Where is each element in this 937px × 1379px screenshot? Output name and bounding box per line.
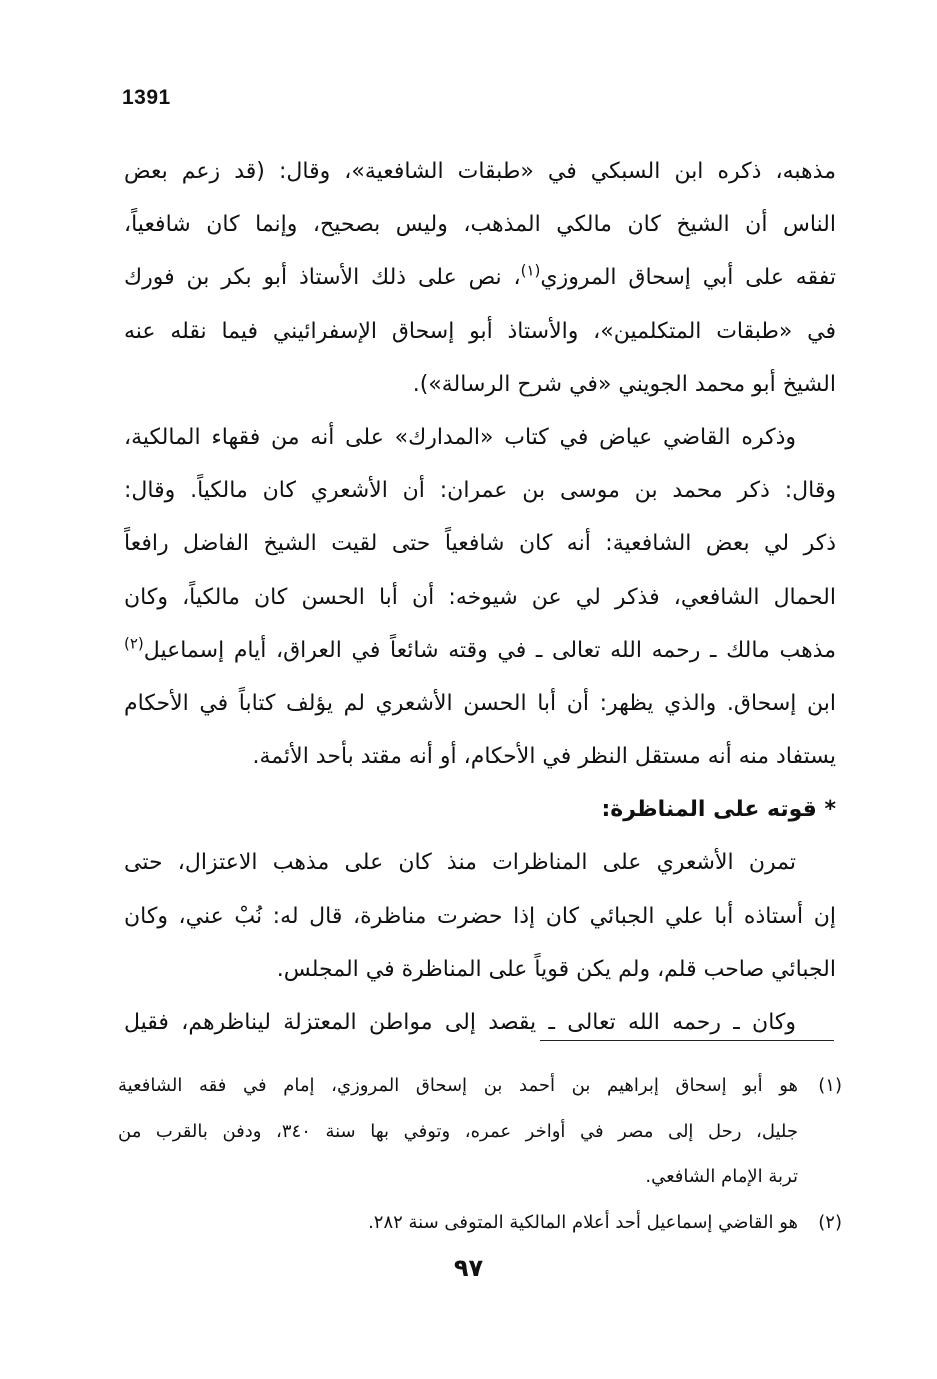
text-segment: ، نص على ذلك الأستاذ أبو بكر بن فورك bbox=[124, 265, 521, 291]
page-number: ٩٧ bbox=[453, 1254, 484, 1282]
text-line: وقال: ذكر محمد بن موسى بن عمران: أن الأشعري كان مالكياً. وقال: bbox=[124, 478, 836, 504]
text-line: الحمال الشافعي، فذكر لي عن شيوخه: أن أبا الحسن كان مالكياً، وكان bbox=[124, 584, 836, 610]
paragraph-start-line: تمرن الأشعري على المناظرات منذ كان على مذهب الاعتزال، حتى bbox=[124, 850, 796, 876]
text-line: ابن إسحاق. والذي يظهر: أن أبا الحسن الأشعري لم يؤلف كتاباً في الأحكام bbox=[124, 690, 836, 716]
top-page-number: 1391 bbox=[122, 86, 171, 109]
text-line: الشيخ أبو محمد الجويني «في شرح الرسالة»). bbox=[412, 371, 836, 397]
footnote-1-line: جليل، رحل إلى مصر في أواخر عمره، وتوفي بها سنة ٣٤٠، ودفن بالقرب من bbox=[118, 1120, 799, 1142]
text-line bbox=[124, 624, 836, 677]
text-line: في «طبقات المتكلمين»، والأستاذ أبو إسحاق الإسفرائيني فيما نقله عنه bbox=[124, 318, 836, 344]
footnote-ref-2: (٢) bbox=[124, 634, 144, 653]
paragraph-start-line: وذكره القاضي عياض في كتاب «المدارك» على أنه من فقهاء المالكية، bbox=[124, 424, 796, 450]
text-segment: تفقه على أبي إسحاق المروزي bbox=[540, 265, 836, 291]
footnote-separator bbox=[540, 1040, 834, 1041]
footnote-1-line: تربة الإمام الشافعي. bbox=[645, 1166, 798, 1187]
text-line: مذهبه، ذكره ابن السبكي في «طبقات الشافعية»، وقال: (قد زعم بعض bbox=[124, 159, 836, 184]
text-segment: مذهب مالك ـ رحمه الله تعالى ـ في وقته شائعاً في العراق، أيام إسماعيل bbox=[143, 637, 836, 663]
footnote-1-text: هو أبو إسحاق إبراهيم بن أحمد بن إسحاق المروزي، إمام في فقه الشافعية bbox=[118, 1075, 798, 1096]
text-line: يستفاد منه أنه مستقل النظر في الأحكام، أو أنه مقتد بأحد الأئمة. bbox=[252, 744, 836, 770]
text-line: الناس أن الشيخ كان مالكي المذهب، وليس بصحيح، وإنما كان شافعياً، bbox=[124, 212, 836, 238]
text-line bbox=[124, 251, 836, 304]
footnote-2-line bbox=[118, 1200, 842, 1246]
text-line: ذكر لي بعض الشافعية: أنه كان شافعياً حتى لقيت الشيخ الفاضل رافعاً bbox=[124, 531, 836, 557]
footnote-2-text: هو القاضي إسماعيل أحد أعلام المالكية المتوفى سنة ٢٨٢. bbox=[368, 1211, 798, 1233]
main-text bbox=[124, 145, 836, 1049]
footnote-2-number: (٢) bbox=[818, 1211, 842, 1233]
text-line: إن أستاذه أبا علي الجبائي كان إذا حضرت مناظرة، قال له: نُبْ عني، وكان bbox=[124, 903, 836, 929]
footnote-1-number: (١) bbox=[818, 1075, 842, 1096]
section-heading: * قوته على المناظرة: bbox=[601, 797, 836, 823]
paragraph-start-line: وكان ـ رحمه الله تعالى ـ يقصد إلى مواطن المعتزلة ليناظرهم، فقيل bbox=[124, 1010, 796, 1035]
footnote-1-line bbox=[118, 1063, 842, 1109]
text-line: الجبائي صاحب قلم، ولم يكن قوياً على المناظرة في المجلس. bbox=[276, 956, 836, 982]
footnotes bbox=[118, 1063, 842, 1245]
footnote-ref-1: (١) bbox=[520, 262, 541, 281]
